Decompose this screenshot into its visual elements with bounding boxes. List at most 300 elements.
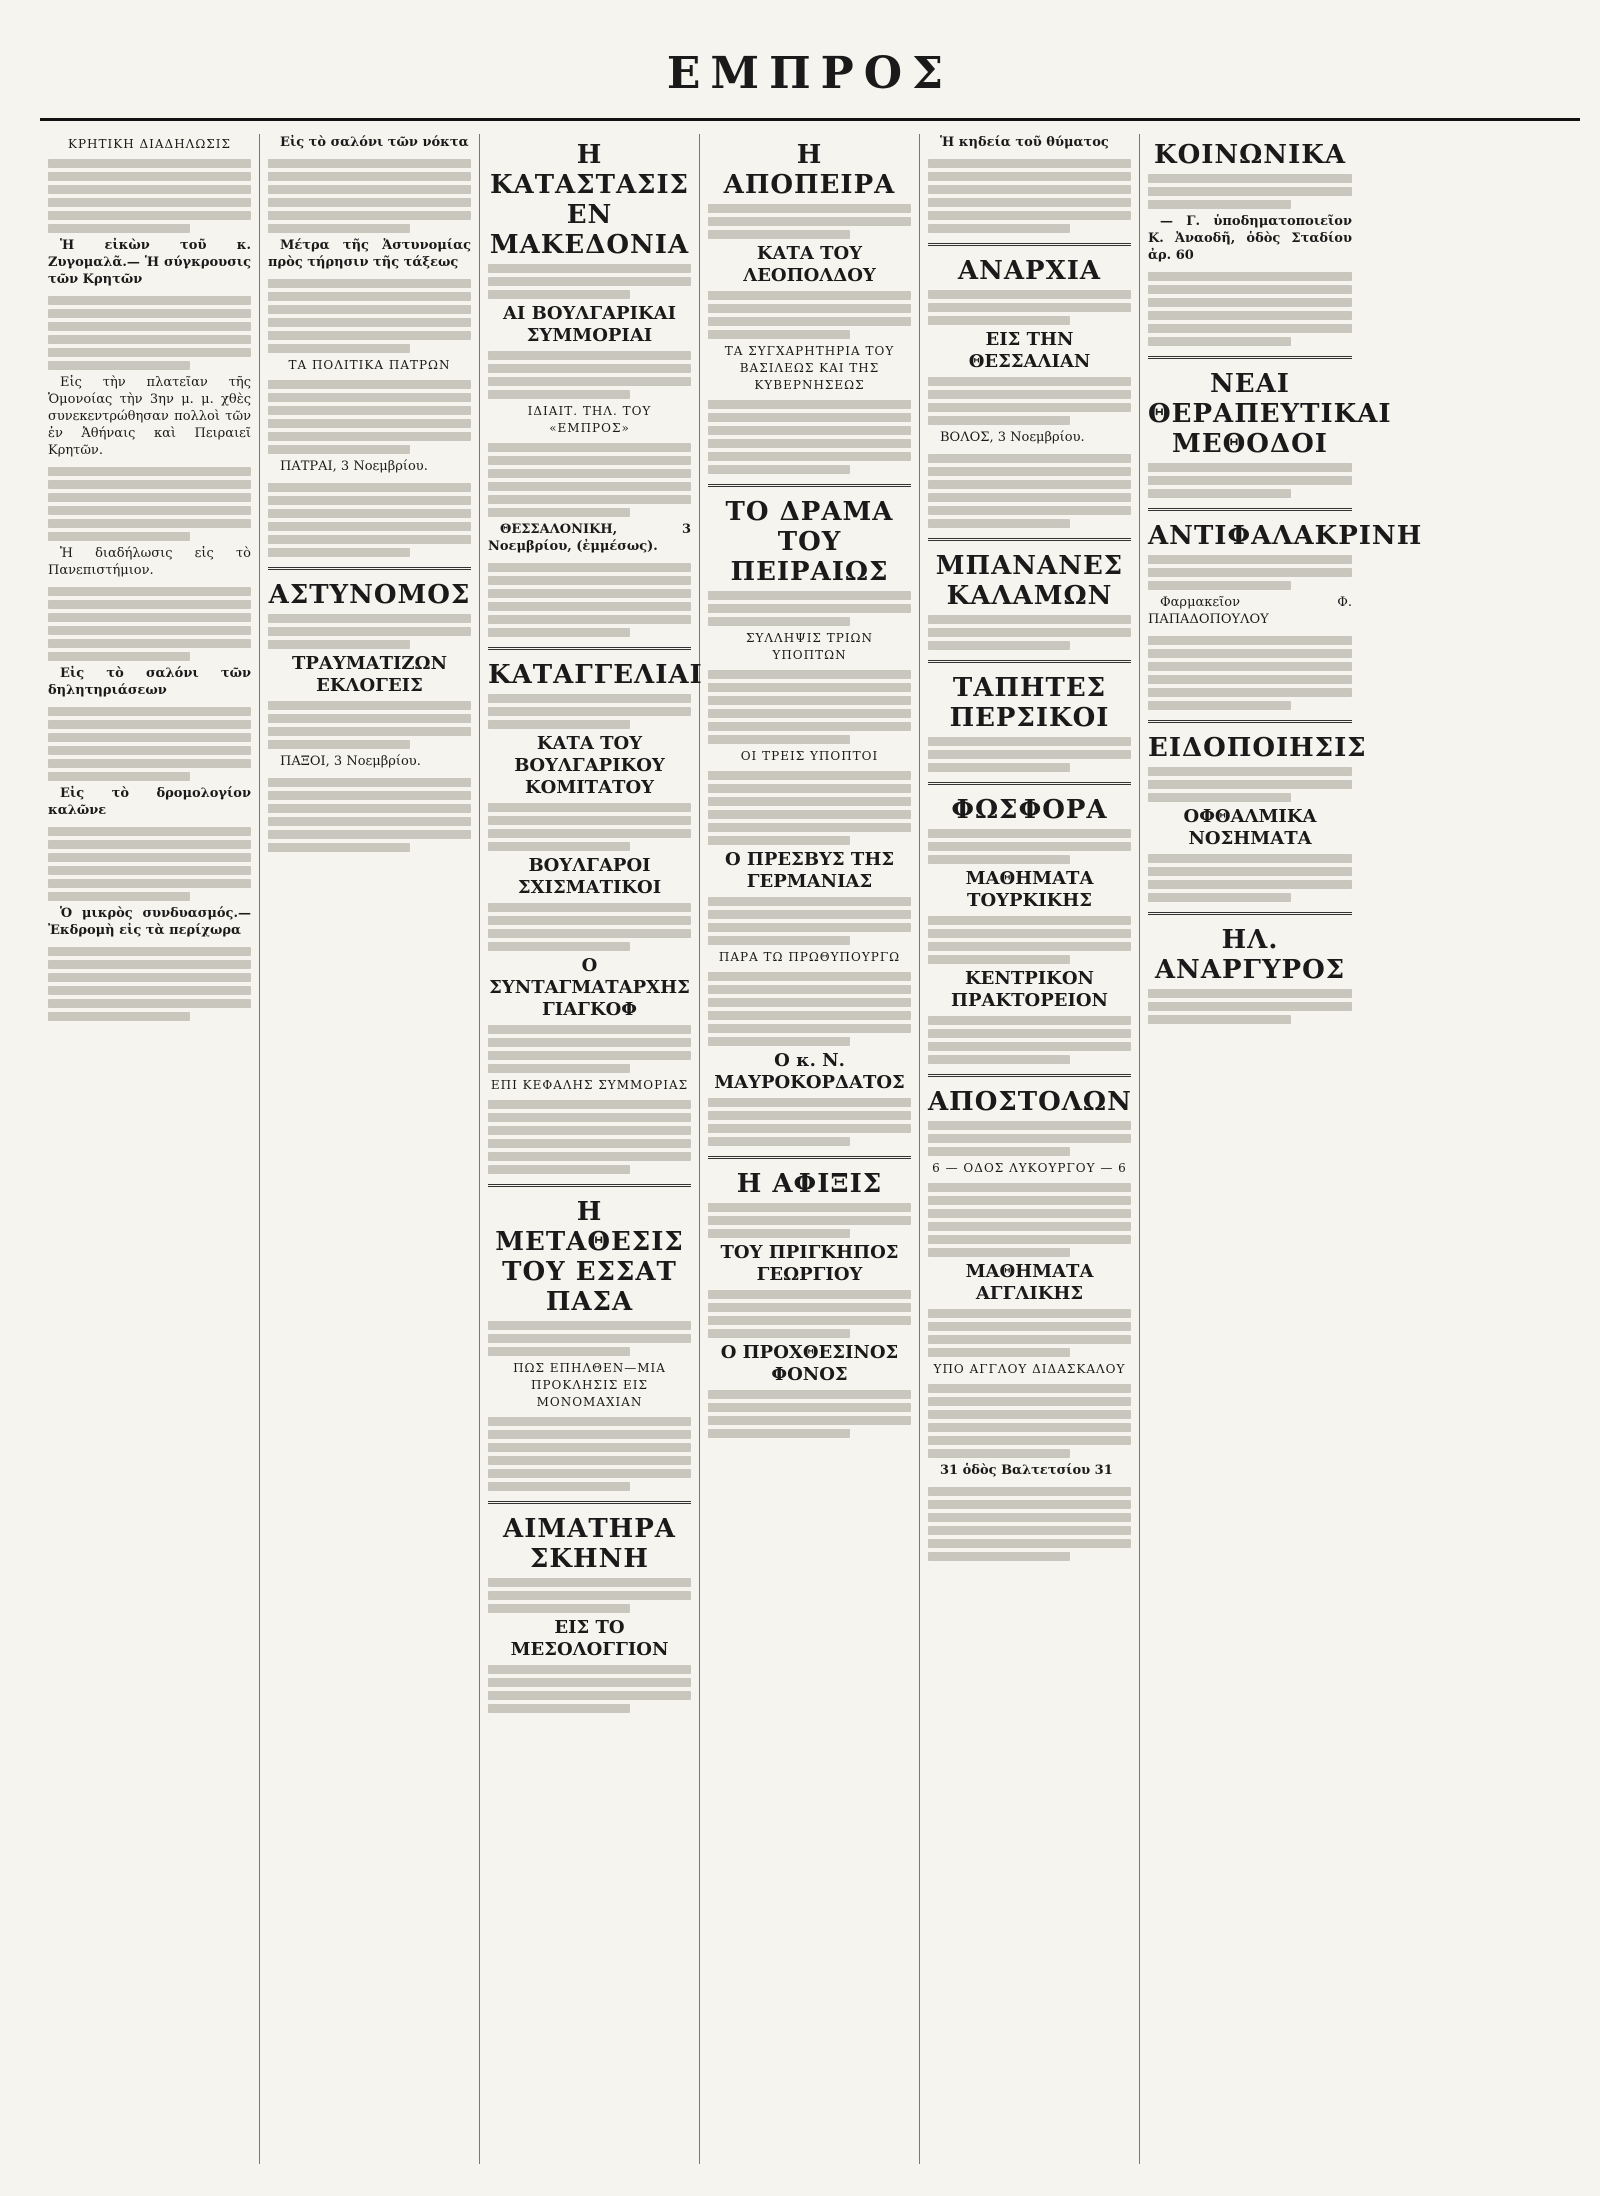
body-text-line [488,903,691,912]
section-rule [488,1501,691,1504]
headline: ΑΠΟΣΤΟΛΩΝ [928,1087,1132,1117]
body-text-line [48,532,190,541]
body-text-line [928,916,1131,925]
body-text-line [1148,867,1352,876]
body-text-line [488,803,691,812]
body-text-line [708,1229,850,1238]
lede: 31 ὁδὸς Βαλτετσίου 31 [940,1463,1113,1478]
body-text-line [928,1029,1131,1038]
kicker: ΙΔΙΑΙΤ. ΤΗΛ. ΤΟΥ «ΕΜΠΡΟΣ» [527,404,652,435]
body-text-line [48,973,251,982]
body-text-line [268,522,471,531]
section-rule [928,243,1131,246]
subheadline: ΕΙΣ ΤΗΝ ΘΕΣΣΑΛΙΑΝ [968,329,1091,372]
body-text-line [48,480,251,489]
body-text-line [488,1665,691,1674]
body-text-line [488,615,691,624]
section-rule [1148,912,1352,915]
body-text-line [488,469,691,478]
body-text-line [48,999,251,1008]
body-text-line [708,1290,911,1299]
body-text-line [928,1526,1131,1535]
body-text-line [1148,780,1352,789]
body-text-line [48,296,251,305]
body-text-line [928,519,1070,528]
body-text-line [268,380,471,389]
body-text-line [708,1203,911,1212]
body-text-line [708,1137,850,1146]
body-text-line [928,185,1131,194]
body-text-line [488,290,630,299]
body-text-line [928,1055,1070,1064]
subheadline: ΚΑΤΑ ΤΟΥ ΛΕΟΠΟΛΔΟΥ [743,243,876,286]
body-text-line [488,816,691,825]
body-text-line [268,791,471,800]
headline: Η ΑΠΟΠΕΙΡΑ [723,140,896,200]
body-text-line [928,1423,1131,1432]
body-text-line [708,465,850,474]
body-text-line [708,936,850,945]
body-text-line [708,426,911,435]
kicker: 6 — ΟΔΟΣ ΛΥΚΟΥΡΓΟΥ — 6 [932,1161,1127,1175]
body-text-line [928,750,1131,759]
body-text-line [1148,854,1352,863]
body-text-line [708,810,911,819]
body-text-line [48,198,251,207]
body-text-line [928,1487,1131,1496]
body-text-line [488,929,691,938]
body-text-line [1148,701,1291,710]
paragraph: Ἡ διαδήλωσις εἰς τὸ Πανεπιστήμιον. [48,546,251,578]
body-text-line [928,1397,1131,1406]
body-text-line [1148,568,1352,577]
body-text-line [48,493,251,502]
body-text-line [708,1037,850,1046]
lede: ΘΕΣΣΑΛΟΝΙΚΗ, 3 Νοεμβρίου, (ἐμμέσως). [488,522,691,554]
body-text-line [488,1139,691,1148]
subheadline: ΜΑΘΗΜΑΤΑ ΑΓΓΛΙΚΗΣ [965,1261,1094,1304]
headline: Η ΚΑΤΑΣΤΑΣΙΣ ΕΝ ΜΑΚΕΔΟΝΙΑ [489,140,690,260]
headline: ΚΑΤΑΓΓΕΛΙΑΙ [488,660,703,690]
body-text-line [708,972,911,981]
subheadline: ΒΟΥΛΓΑΡΟΙ ΣΧΙΣΜΑΤΙΚΟΙ [517,855,662,898]
headline: ΑΝΤΙΦΑΛΑΚΡΙΝΗ [1148,521,1423,551]
body-text-line [488,694,691,703]
body-text-line [488,1704,630,1713]
body-text-line [708,923,911,932]
body-text-line [928,1449,1070,1458]
body-text-line [268,778,471,787]
body-text-line [268,640,410,649]
body-text-line [708,823,911,832]
body-text-line [708,722,911,731]
column-5 [920,134,1140,2164]
body-text-line [488,443,691,452]
paragraph: Φαρμακεῖον Φ. ΠΑΠΑΔΟΠΟΥΛΟΥ [1148,595,1352,627]
column-4 [700,134,920,2164]
body-text-line [928,855,1070,864]
body-text-line [1148,581,1291,590]
body-text-line [1148,272,1352,281]
body-text-line [928,1121,1131,1130]
body-text-line [268,614,471,623]
body-text-line [1148,793,1291,802]
body-text-line [708,1303,911,1312]
body-text-line [708,1316,911,1325]
body-text-line [488,1025,691,1034]
body-text-line [268,331,471,340]
section-rule [928,782,1131,785]
lede: Ἡ εἰκὼν τοῦ κ. Ζυγομαλᾶ.— Ἡ σύγκρουσις τῶν Κρητῶν [48,238,251,287]
body-text-line [488,1100,691,1109]
body-text-line [268,198,471,207]
body-text-line [488,495,691,504]
body-text-line [1148,337,1291,346]
body-text-line [268,483,471,492]
kicker: ΤΑ ΣΥΓΧΑΡΗΤΗΡΙΑ ΤΟΥ ΒΑΣΙΛΕΩΣ ΚΑΙ ΤΗΣ ΚΥΒΕΡΝΗΣΕΩΣ [724,344,895,392]
body-text-line [928,1147,1070,1156]
body-text-line [48,348,251,357]
headline: ΑΝΑΡΧΙΑ [957,256,1102,286]
body-text-line [928,1222,1131,1231]
subheadline: ΚΑΤΑ ΤΟΥ ΒΟΥΛΓΑΡΙΚΟΥ ΚΟΜΙΤΑΤΟΥ [514,733,665,798]
body-text-line [268,211,471,220]
body-text-line [268,701,471,710]
body-text-line [48,600,251,609]
headline: ΑΙΜΑΤΗΡΑ ΣΚΗΝΗ [503,1514,676,1574]
subheadline: ΟΦΘΑΛΜΙΚΑ ΝΟΣΗΜΑΤΑ [1183,806,1317,849]
section-rule [928,538,1131,541]
body-text-line [268,159,471,168]
body-text-line [488,942,630,951]
headline: ΗΛ. ΑΝΑΡΓΥΡΟΣ [1154,925,1346,985]
body-text-line [1148,463,1352,472]
body-text-line [1148,675,1352,684]
body-text-line [48,587,251,596]
kicker: ΥΠΟ ΑΓΓΛΟΥ ΔΙΔΑΣΚΑΛΟΥ [933,1362,1126,1376]
headline: Η ΑΦΙΞΙΣ [736,1169,883,1199]
body-text-line [48,626,251,635]
body-text-line [48,211,251,220]
body-text-line [928,1309,1131,1318]
body-text-line [48,853,251,862]
body-text-line [488,1691,691,1700]
body-text-line [268,830,471,839]
body-text-line [708,985,911,994]
body-text-line [708,784,911,793]
lede: Ὁ μικρὸς συνδυασμός.— Ἐκδρομὴ εἰς τὰ περίχωρα [48,906,251,938]
kicker: ΠΑΡΑ ΤΩ ΠΡΩΘΥΠΟΥΡΓΩ [718,950,901,964]
column-6 [1140,134,1423,2164]
body-text-line [1148,636,1352,645]
body-text-line [488,277,691,286]
headline: ΜΠΑΝΑΝΕΣ ΚΑΛΑΜΩΝ [935,551,1124,611]
body-text-line [1148,174,1352,183]
body-text-line [268,432,471,441]
body-text-line [488,1038,691,1047]
paragraph: ΠΑΤΡΑΙ, 3 Νοεμβρίου. [280,459,428,474]
body-text-line [708,1124,911,1133]
body-text-line [488,1152,691,1161]
section-rule [1148,720,1352,723]
body-text-line [1148,311,1352,320]
body-text-line [708,1098,911,1107]
body-text-line [708,317,911,326]
body-text-line [48,506,251,515]
body-text-line [268,419,471,428]
columns [40,134,1580,2164]
body-text-line [488,707,691,716]
body-text-line [268,318,471,327]
body-text-line [1148,298,1352,307]
body-text-line [928,198,1131,207]
body-text-line [928,303,1131,312]
body-text-line [708,771,911,780]
body-text-line [48,224,190,233]
body-text-line [268,292,471,301]
body-text-line [268,817,471,826]
body-text-line [708,696,911,705]
body-text-line [48,720,251,729]
body-text-line [488,1113,691,1122]
body-text-line [48,613,251,622]
body-text-line [1148,662,1352,671]
body-text-line [488,1165,630,1174]
body-text-line [1148,476,1352,485]
body-text-line [268,627,471,636]
body-text-line [48,827,251,836]
body-text-line [928,842,1131,851]
body-text-line [268,740,410,749]
body-text-line [488,1591,691,1600]
kicker: ΚΡΗΤΙΚΗ ΔΙΑΔΗΛΩΣΙΣ [67,137,232,151]
body-text-line [488,602,691,611]
section-rule [1148,508,1352,511]
body-text-line [268,172,471,181]
body-text-line [928,390,1131,399]
headline: ΤΑΠΗΤΕΣ ΠΕΡΣΙΚΟΙ [949,673,1110,733]
body-text-line [928,480,1131,489]
body-text-line [488,842,630,851]
body-text-line [928,159,1131,168]
section-rule [928,660,1131,663]
body-text-line [488,1482,630,1491]
body-text-line [928,403,1131,412]
body-text-line [1148,285,1352,294]
body-text-line [928,377,1131,386]
body-text-line [928,172,1131,181]
paragraph: ΠΑΞΟΙ, 3 Νοεμβρίου. [280,754,421,769]
section-rule [708,484,911,487]
body-text-line [268,535,471,544]
body-text-line [48,707,251,716]
newspaper-page [40,30,1580,2170]
body-text-line [708,1429,850,1438]
body-text-line [48,1012,190,1021]
headline: ΕΙΔΟΠΟΙΗΣΙΣ [1148,733,1367,763]
body-text-line [48,892,190,901]
body-text-line [48,335,251,344]
body-text-line [708,1416,911,1425]
body-text-line [708,1216,911,1225]
lede: Εἰς τὸ σαλόνι τῶν δηλητηριάσεων [48,666,251,698]
body-text-line [708,735,850,744]
body-text-line [488,377,691,386]
body-text-line [488,1064,630,1073]
headline: ΑΣΤΥΝΟΜΟΣ [268,580,471,610]
body-text-line [488,1430,691,1439]
body-text-line [928,1500,1131,1509]
body-text-line [928,1384,1131,1393]
body-text-line [928,454,1131,463]
body-text-line [48,519,251,528]
body-text-line [708,1403,911,1412]
body-text-line [268,548,410,557]
body-text-line [928,1436,1131,1445]
body-text-line [268,305,471,314]
lede: — Γ. ὑποδηματοποιεῖον Κ. Ἀναοδῆ, ὁδὸς Σταδίου ἀρ. 60 [1148,214,1352,263]
body-text-line [488,628,630,637]
body-text-line [268,224,410,233]
paragraph: Εἰς τὴν πλατεῖαν τῆς Ὁμονοίας τὴν 3ην μ. μ. χθὲς συνεκεντρώθησαν πολλοὶ τῶν ἐν Ἀθήναις καὶ Πειραιεῖ Κρητῶν. [48,375,251,458]
body-text-line [1148,893,1291,902]
body-text-line [1148,1015,1291,1024]
body-text-line [48,866,251,875]
body-text-line [488,589,691,598]
body-text-line [708,304,911,313]
body-text-line [928,1552,1070,1561]
body-text-line [708,709,911,718]
body-text-line [928,1016,1131,1025]
body-text-line [1148,880,1352,889]
body-text-line [928,316,1070,325]
section-rule [928,1074,1131,1077]
lede: Εἰς τὸ σαλόνι τῶν νόκτα [280,135,469,150]
body-text-line [268,406,471,415]
lede: Εἰς τὸ δρομολογίον καλῶνε [48,786,251,818]
body-text-line [268,496,471,505]
body-text-line [48,772,190,781]
body-text-line [488,1456,691,1465]
masthead [40,30,1580,121]
body-text-line [268,344,410,353]
body-text-line [48,759,251,768]
masthead-title: ΕΜΠΡΟΣ [666,48,954,99]
body-text-line [48,309,251,318]
body-text-line [48,947,251,956]
body-text-line [488,1469,691,1478]
body-text-line [268,185,471,194]
body-text-line [488,1051,691,1060]
subheadline: ΑΙ ΒΟΥΛΓΑΡΙΚΑΙ ΣΥΜΜΟΡΙΑΙ [502,303,677,346]
body-text-line [48,361,190,370]
kicker: ΠΩΣ ΕΠΗΛΘΕΝ—ΜΙΑ ΠΡΟΚΛΗΣΙΣ ΕΙΣ ΜΟΝΟΜΑΧΙΑΝ [513,1361,666,1409]
subheadline: Ο ΣΥΝΤΑΓΜΑΤΑΡΧΗΣ ΓΙΑΓΚΟΦ [489,955,690,1020]
body-text-line [268,714,471,723]
body-text-line [928,1209,1131,1218]
body-text-line [48,652,190,661]
body-text-line [928,506,1131,515]
body-text-line [1148,324,1352,333]
subheadline: Ο κ. Ν. ΜΑΥΡΟΚΟΡΔΑΤΟΣ [714,1050,905,1093]
body-text-line [708,617,850,626]
body-text-line [488,482,691,491]
body-text-line [488,1578,691,1587]
column-1 [40,134,260,2164]
body-text-line [708,683,911,692]
body-text-line [268,393,471,402]
kicker: ΕΠΙ ΚΕΦΑΛΗΣ ΣΥΜΜΟΡΙΑΣ [490,1078,689,1092]
body-text-line [488,508,630,517]
body-text-line [488,720,630,729]
body-text-line [708,439,911,448]
body-text-line [928,1348,1070,1357]
body-text-line [1148,1002,1352,1011]
body-text-line [268,279,471,288]
body-text-line [268,445,410,454]
body-text-line [48,746,251,755]
body-text-line [928,737,1131,746]
body-text-line [708,591,911,600]
body-text-line [928,211,1131,220]
body-text-line [48,322,251,331]
body-text-line [928,1513,1131,1522]
body-text-line [928,763,1070,772]
body-text-line [1148,989,1352,998]
paragraph: ΒΟΛΟΣ, 3 Νοεμβρίου. [940,430,1085,445]
body-text-line [928,829,1131,838]
body-text-line [1148,489,1291,498]
body-text-line [928,290,1131,299]
body-text-line [488,1417,691,1426]
body-text-line [48,172,251,181]
body-text-line [488,1321,691,1330]
subheadline: ΜΑΘΗΜΑΤΑ ΤΟΥΡΚΙΚΗΣ [965,868,1094,911]
body-text-line [928,1134,1131,1143]
body-text-line [928,1235,1131,1244]
lede: Ἡ κηδεία τοῦ θύματος [940,135,1109,150]
body-text-line [708,1024,911,1033]
body-text-line [488,563,691,572]
body-text-line [708,836,850,845]
body-text-line [488,829,691,838]
body-text-line [708,998,911,1007]
body-text-line [928,1335,1131,1344]
body-text-line [708,1011,911,1020]
body-text-line [488,364,691,373]
column-3 [480,134,703,2164]
body-text-line [708,413,911,422]
subheadline: ΤΡΑΥΜΑΤΙΖΩΝ ΕΚΛΟΓΕΙΣ [291,653,448,696]
kicker: ΤΑ ΠΟΛΙΤΙΚΑ ΠΑΤΡΩΝ [288,358,451,372]
body-text-line [928,224,1070,233]
body-text-line [708,1111,911,1120]
body-text-line [928,1042,1131,1051]
body-text-line [488,1443,691,1452]
body-text-line [48,960,251,969]
section-rule [1148,356,1352,359]
body-text-line [488,1126,691,1135]
body-text-line [48,840,251,849]
body-text-line [268,843,410,852]
body-text-line [928,1410,1131,1419]
body-text-line [708,204,911,213]
body-text-line [928,955,1070,964]
subheadline: ΕΙΣ ΤΟ ΜΕΣΟΛΟΓΓΙΟΝ [510,1617,669,1660]
body-text-line [48,879,251,888]
body-text-line [708,797,911,806]
body-text-line [928,929,1131,938]
